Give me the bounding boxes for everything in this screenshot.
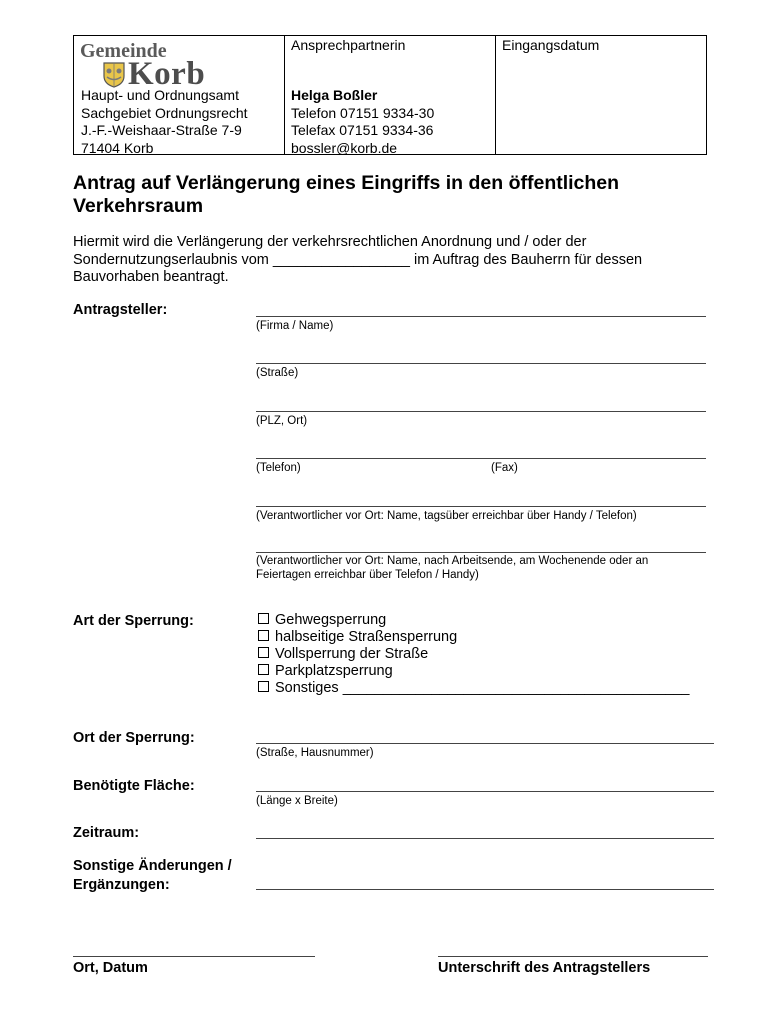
- contact-block: [291, 87, 434, 157]
- closure-location-label: Ort der Sperrung:: [73, 730, 195, 746]
- closure-type-label: Art der Sperrung:: [73, 613, 194, 629]
- option-label: Parkplatzsperrung: [275, 663, 393, 679]
- checkbox[interactable]: [258, 613, 269, 624]
- contact-email: bossler@korb.de: [291, 139, 398, 156]
- responsible-day-field[interactable]: [256, 506, 706, 507]
- checkbox[interactable]: [258, 647, 269, 658]
- hint-line: (Verantwortlicher vor Ort: Name, nach Arbeitsende, am Wochenende oder an: [256, 555, 649, 567]
- logo-text-bottom: Korb: [128, 56, 206, 92]
- applicant-label: Antragsteller:: [73, 302, 168, 318]
- firma-hint: (Firma / Name): [256, 320, 334, 332]
- office-line: Sachgebiet Ordnungsrecht: [81, 104, 248, 121]
- contact-fax: Telefax 07151 9334-36: [291, 122, 434, 138]
- fax-hint: (Fax): [491, 462, 518, 474]
- firma-field[interactable]: [256, 316, 706, 317]
- option-parking[interactable]: [258, 663, 393, 680]
- intro-line: Sondernutzungserlaubnis vom _________________ im Auftrag des Bauherrn für dessen: [73, 251, 643, 268]
- responsible-day-hint: (Verantwortlicher vor Ort: Name, tagsüber erreichbar über Handy / Telefon): [256, 510, 637, 522]
- intro-text: [73, 234, 713, 287]
- closure-location-field[interactable]: [256, 743, 714, 744]
- other-changes-field[interactable]: [256, 889, 714, 890]
- phone-fax-field[interactable]: [256, 458, 706, 459]
- responsible-offhours-field[interactable]: [256, 552, 706, 553]
- office-line: 71404 Korb: [81, 139, 154, 156]
- crest-icon: [103, 62, 125, 88]
- checkbox[interactable]: [258, 681, 269, 692]
- responsible-offhours-hint: [256, 554, 648, 582]
- option-half-road[interactable]: [258, 629, 457, 646]
- logo-text-top: Gemeinde: [80, 40, 167, 62]
- label-line: Ergänzungen:: [73, 877, 170, 893]
- signature-field[interactable]: [438, 956, 708, 957]
- label-line: Sonstige Änderungen /: [73, 858, 232, 874]
- office-line: Haupt- und Ordnungsamt: [81, 87, 239, 103]
- option-sidewalk[interactable]: [258, 612, 386, 629]
- place-date-field[interactable]: [73, 956, 315, 957]
- contact-name: Helga Boßler: [291, 87, 378, 103]
- zip-city-field[interactable]: [256, 411, 706, 412]
- received-date-label: Eingangsdatum: [502, 37, 600, 53]
- contact-label: Ansprechpartnerin: [291, 37, 406, 53]
- page-title: [73, 172, 619, 218]
- contact-phone: Telefon 07151 9334-30: [291, 104, 435, 121]
- area-hint: (Länge x Breite): [256, 795, 338, 807]
- intro-line: Hiermit wird die Verlängerung der verkehrsrechtlichen Anordnung und / oder der: [73, 234, 587, 250]
- checkbox[interactable]: [258, 664, 269, 675]
- other-changes-label: [73, 857, 232, 895]
- zip-city-hint: (PLZ, Ort): [256, 415, 308, 427]
- option-label: Sonstiges ___________________________________________: [275, 680, 690, 696]
- title-line: Antrag auf Verlängerung eines Eingriffs in den öffentlichen: [73, 172, 620, 194]
- street-field[interactable]: [256, 363, 706, 364]
- place-date-label: Ort, Datum: [73, 960, 148, 976]
- option-label: Vollsperrung der Straße: [275, 646, 429, 662]
- option-full-road[interactable]: [258, 646, 428, 663]
- office-address: [81, 87, 248, 157]
- title-line: Verkehrsraum: [73, 195, 204, 217]
- area-label: Benötigte Fläche:: [73, 778, 195, 794]
- period-label: Zeitraum:: [73, 825, 140, 841]
- checkbox[interactable]: [258, 630, 269, 641]
- option-label: Gehwegsperrung: [275, 612, 387, 628]
- option-label: halbseitige Straßensperrung: [275, 629, 458, 645]
- phone-hint: (Telefon): [256, 462, 301, 474]
- office-line: J.-F.-Weishaar-Straße 7-9: [81, 122, 242, 138]
- hint-line: Feiertagen erreichbar über Telefon / Handy): [256, 569, 479, 581]
- header-box: [73, 35, 707, 155]
- signature-label: Unterschrift des Antragstellers: [438, 960, 651, 976]
- header-divider-1: [284, 36, 285, 154]
- area-field[interactable]: [256, 791, 714, 792]
- period-field[interactable]: [256, 838, 714, 839]
- street-hint: (Straße): [256, 367, 299, 379]
- header-divider-2: [495, 36, 496, 154]
- option-other[interactable]: [258, 680, 689, 697]
- intro-line: Bauvorhaben beantragt.: [73, 269, 229, 285]
- closure-location-hint: (Straße, Hausnummer): [256, 747, 374, 759]
